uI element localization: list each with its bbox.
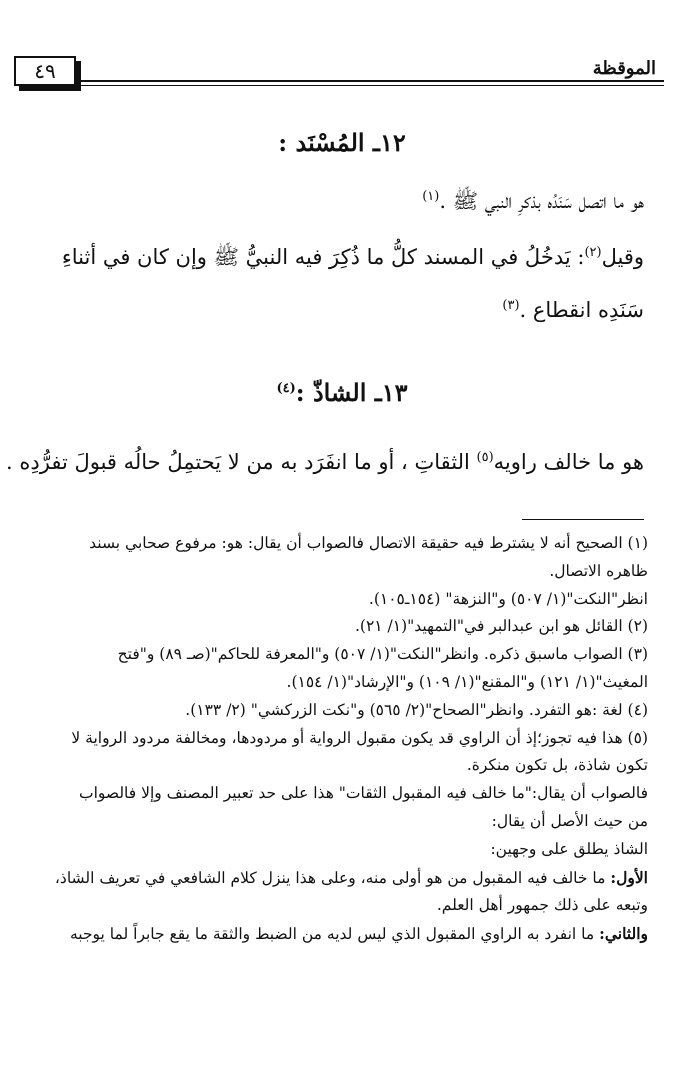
footnote-ref-5: (٥) [476,450,494,465]
footnote-1-line-3: انظر"النكت"(١/ ٥٠٧) و"النزهة" (١٥٤ـ١٠٥). [368,589,648,608]
footnote-ref-1: (١) [422,189,440,204]
section-heading-musnad: ١٢ـ المُسْنَد : [278,128,406,157]
shadh-definition-rest: الثقاتِ ، أو ما انفَرَد به من لا يَحتمِلُ حالُه قبولَ تفرُّدِه . [6,450,477,474]
footnote-3-line-2: المغيث"(١/ ١٢١) و"المقنع"(١/ ١٠٩) و"الإرشاد"(١/ ١٥٤). [286,672,648,691]
footnote-ref-3: (٣) [502,298,520,313]
second-aspect-text: ما انفرد به الراوي المقبول الذي ليس لديه من الضبط والثقة ما يقع جابراً لما يوجبه [69,925,600,944]
footnote-4: (٤) لغة :هو التفرد. وانظر"الصحاح"(٢/ ٥٦٥) و"نكت الزركشي" (٢/ ١٣٣). [185,700,648,719]
footnote-3-line-1: (٣) الصواب ماسبق ذكره. وانظر"النكت"(١/ ٥٠٧) و"المعرفة للحاكم"(صـ ٨٩) و"فتح [117,645,648,664]
musnad-alt-text-end: سَنَدِه انقطاع . [519,298,644,322]
musnad-definition [20,188,644,219]
first-aspect-label: الأول: [610,867,648,887]
footnote-5-line-5: الشاذ يطلق على وجهين: [490,839,648,858]
musnad-alt-continuation [20,298,644,322]
footnote-separator [522,519,644,520]
section-heading-shadh [0,378,684,407]
first-aspect-text: ما خالف فيه المقبول من هو أولى منه، وعلى هذا ينزل كلام الشافعي في تعريف الشاذ، [54,868,611,887]
page-header [14,52,664,92]
footnote-5-line-8 [22,920,648,949]
footnotes [22,530,648,949]
footnote-2: (٢) القائل هو ابن عبدالبر في"التمهيد"(١/ ٢١). [354,617,648,636]
shadh-heading-text: ١٣ـ الشاذّ : [295,378,408,407]
header-rule [80,80,664,82]
footnote-ref-2: (٢) [584,245,602,260]
musnad-definition-text: هو ما اتصل سَنَدُه بذكرِ النبي ﷺ . [439,189,644,213]
footnote-5-line-2: تكون شاذة، بل تكون منكرة. [466,756,648,775]
footnote-5-line-7: وتبعه على ذلك جمهور أهل العلم. [436,896,648,915]
page-number: ٤٩ [14,56,76,86]
footnote-5-line-3: فالصواب أن يقال:"ما خالف فيه المقبول الثقات" هذا على حد تعبير المصنف وإلا فالصواب [78,784,648,803]
footnote-5-line-6 [22,864,648,893]
footnote-5-line-1: (٥) هذا فيه تجوز؛إذ أن الراوي قد يكون مقبول الرواية أو مردودها، ومخالفة مردود الرواية لا [71,728,648,747]
musnad-alt-definition [20,244,644,275]
musnad-alt-text-start: وقيل [601,245,644,269]
footnote-1-line-2: ظاهره الاتصال. [549,561,648,580]
musnad-alt-text-rest: : يَدخُلُ في المسند كلُّ ما ذُكِرَ فيه النبيُّ ﷺ وإن كان في أثناءِ [61,245,585,269]
second-aspect-label: والثاني: [599,924,648,944]
header-rule-thin [80,85,664,86]
footnote-1-line-1: (١) الصحيح أنه لا يشترط فيه حقيقة الاتصال فالصواب أن يقال: هو: مرفوع صحابي بسند [89,534,648,552]
shadh-definition-start: هو ما خالف راويه [493,450,644,474]
footnote-5-line-4: من حيث الأصل أن يقال: [491,811,648,830]
running-title: الموقظة [592,58,656,79]
shadh-definition [6,450,644,474]
footnote-ref-4: (٤) [276,381,296,396]
